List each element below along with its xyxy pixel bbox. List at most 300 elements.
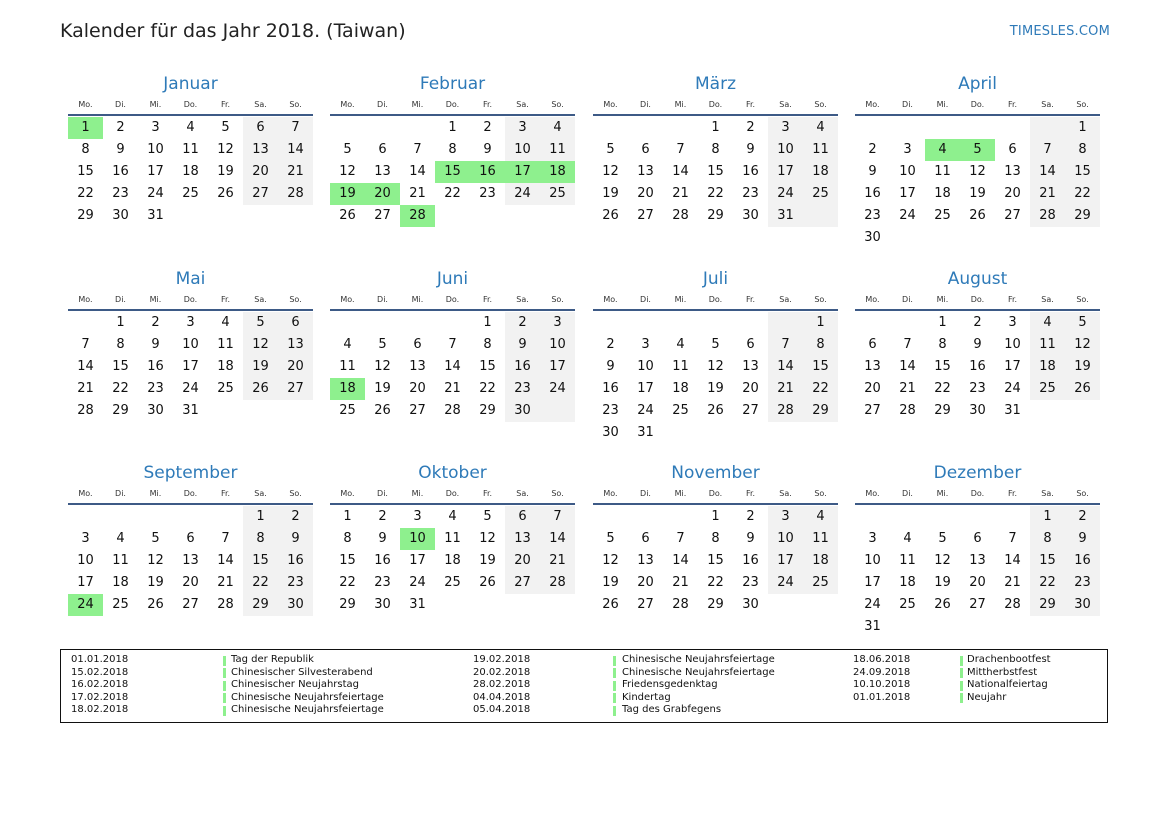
day-cell[interactable]: 24	[514, 186, 531, 201]
holiday-day-cell[interactable]: 28	[400, 205, 435, 227]
holiday-day-cell[interactable]: 18	[540, 161, 575, 183]
day-cell[interactable]: 13	[864, 359, 881, 374]
day-cell[interactable]: 8	[938, 337, 947, 352]
day-cell[interactable]: 22	[252, 575, 269, 590]
day-cell[interactable]: 8	[711, 531, 720, 546]
day-cell[interactable]: 29	[707, 597, 724, 612]
day-cell[interactable]: 20	[514, 553, 531, 568]
day-cell[interactable]: 14	[287, 142, 304, 157]
day-cell[interactable]: 5	[343, 142, 352, 157]
day-cell[interactable]: 11	[112, 553, 129, 568]
day-cell[interactable]: 20	[287, 359, 304, 374]
day-cell[interactable]: 18	[934, 186, 951, 201]
day-cell[interactable]: 24	[147, 186, 164, 201]
day-cell[interactable]: 10	[514, 142, 531, 157]
day-cell[interactable]: 1	[256, 509, 265, 524]
day-cell[interactable]: 29	[812, 403, 829, 418]
day-cell[interactable]: 18	[812, 553, 829, 568]
day-cell[interactable]: 7	[81, 337, 90, 352]
day-cell[interactable]: 11	[934, 164, 951, 179]
day-cell[interactable]: 14	[217, 553, 234, 568]
day-cell[interactable]: 28	[777, 403, 794, 418]
day-cell[interactable]: 5	[378, 337, 387, 352]
day-cell[interactable]: 4	[343, 337, 352, 352]
day-cell[interactable]: 22	[707, 186, 724, 201]
day-cell[interactable]: 30	[112, 208, 129, 223]
day-cell[interactable]: 7	[1043, 142, 1052, 157]
day-cell[interactable]: 12	[602, 164, 619, 179]
day-cell[interactable]: 23	[479, 186, 496, 201]
day-cell[interactable]: 6	[641, 531, 650, 546]
day-cell[interactable]: 7	[413, 142, 422, 157]
day-cell[interactable]: 1	[711, 509, 720, 524]
day-cell[interactable]: 26	[217, 186, 234, 201]
day-cell[interactable]: 24	[864, 597, 881, 612]
day-cell[interactable]: 23	[112, 186, 129, 201]
day-cell[interactable]: 26	[934, 597, 951, 612]
day-cell[interactable]: 1	[116, 315, 125, 330]
day-cell[interactable]: 26	[602, 208, 619, 223]
day-cell[interactable]: 4	[816, 120, 825, 135]
day-cell[interactable]: 8	[343, 531, 352, 546]
day-cell[interactable]: 8	[816, 337, 825, 352]
day-cell[interactable]: 3	[81, 531, 90, 546]
day-cell[interactable]: 2	[868, 142, 877, 157]
day-cell[interactable]: 15	[707, 164, 724, 179]
day-cell[interactable]: 26	[969, 208, 986, 223]
day-cell[interactable]: 23	[864, 208, 881, 223]
day-cell[interactable]: 4	[903, 531, 912, 546]
day-cell[interactable]: 27	[1004, 208, 1021, 223]
day-cell[interactable]: 10	[777, 142, 794, 157]
day-cell[interactable]: 9	[746, 142, 755, 157]
day-cell[interactable]: 7	[448, 337, 457, 352]
day-cell[interactable]: 3	[518, 120, 527, 135]
day-cell[interactable]: 27	[637, 208, 654, 223]
day-cell[interactable]: 8	[448, 142, 457, 157]
day-cell[interactable]: 3	[781, 509, 790, 524]
day-cell[interactable]: 21	[672, 575, 689, 590]
day-cell[interactable]: 16	[514, 359, 531, 374]
day-cell[interactable]: 2	[518, 315, 527, 330]
day-cell[interactable]: 5	[483, 509, 492, 524]
day-cell[interactable]: 9	[1078, 531, 1087, 546]
day-cell[interactable]: 19	[969, 186, 986, 201]
day-cell[interactable]: 10	[864, 553, 881, 568]
day-cell[interactable]: 11	[182, 142, 199, 157]
day-cell[interactable]: 13	[287, 337, 304, 352]
day-cell[interactable]: 1	[1043, 509, 1052, 524]
day-cell[interactable]: 30	[147, 403, 164, 418]
day-cell[interactable]: 24	[777, 186, 794, 201]
day-cell[interactable]: 27	[252, 186, 269, 201]
day-cell[interactable]: 27	[182, 597, 199, 612]
day-cell[interactable]: 31	[1004, 403, 1021, 418]
day-cell[interactable]: 26	[147, 597, 164, 612]
day-cell[interactable]: 26	[252, 381, 269, 396]
day-cell[interactable]: 3	[553, 315, 562, 330]
day-cell[interactable]: 14	[899, 359, 916, 374]
day-cell[interactable]: 2	[1078, 509, 1087, 524]
day-cell[interactable]: 19	[602, 186, 619, 201]
day-cell[interactable]: 23	[374, 575, 391, 590]
day-cell[interactable]: 5	[1078, 315, 1087, 330]
day-cell[interactable]: 7	[1008, 531, 1017, 546]
day-cell[interactable]: 19	[147, 575, 164, 590]
day-cell[interactable]: 21	[672, 186, 689, 201]
day-cell[interactable]: 30	[742, 208, 759, 223]
day-cell[interactable]: 24	[409, 575, 426, 590]
holiday-day-cell[interactable]: 5	[960, 139, 995, 161]
day-cell[interactable]: 13	[252, 142, 269, 157]
day-cell[interactable]: 4	[816, 509, 825, 524]
day-cell[interactable]: 29	[934, 403, 951, 418]
day-cell[interactable]: 17	[77, 575, 94, 590]
day-cell[interactable]: 7	[221, 531, 230, 546]
day-cell[interactable]: 1	[711, 120, 720, 135]
day-cell[interactable]: 25	[549, 186, 566, 201]
day-cell[interactable]: 19	[602, 575, 619, 590]
day-cell[interactable]: 28	[1004, 597, 1021, 612]
day-cell[interactable]: 20	[742, 381, 759, 396]
day-cell[interactable]: 29	[77, 208, 94, 223]
day-cell[interactable]: 30	[864, 230, 881, 245]
day-cell[interactable]: 1	[448, 120, 457, 135]
holiday-day-cell[interactable]: 17	[505, 161, 540, 183]
day-cell[interactable]: 10	[77, 553, 94, 568]
day-cell[interactable]: 21	[549, 553, 566, 568]
day-cell[interactable]: 7	[903, 337, 912, 352]
day-cell[interactable]: 26	[602, 597, 619, 612]
day-cell[interactable]: 31	[409, 597, 426, 612]
day-cell[interactable]: 5	[938, 531, 947, 546]
day-cell[interactable]: 23	[742, 186, 759, 201]
day-cell[interactable]: 28	[672, 208, 689, 223]
day-cell[interactable]: 18	[444, 553, 461, 568]
day-cell[interactable]: 6	[291, 315, 300, 330]
day-cell[interactable]: 6	[973, 531, 982, 546]
day-cell[interactable]: 16	[287, 553, 304, 568]
day-cell[interactable]: 3	[413, 509, 422, 524]
day-cell[interactable]: 18	[812, 164, 829, 179]
day-cell[interactable]: 3	[151, 120, 160, 135]
day-cell[interactable]: 27	[287, 381, 304, 396]
day-cell[interactable]: 25	[672, 403, 689, 418]
day-cell[interactable]: 25	[217, 381, 234, 396]
day-cell[interactable]: 24	[549, 381, 566, 396]
day-cell[interactable]: 6	[256, 120, 265, 135]
day-cell[interactable]: 23	[287, 575, 304, 590]
day-cell[interactable]: 30	[1074, 597, 1091, 612]
day-cell[interactable]: 13	[637, 553, 654, 568]
day-cell[interactable]: 17	[777, 164, 794, 179]
day-cell[interactable]: 25	[934, 208, 951, 223]
day-cell[interactable]: 16	[1074, 553, 1091, 568]
day-cell[interactable]: 6	[641, 142, 650, 157]
day-cell[interactable]: 28	[1039, 208, 1056, 223]
day-cell[interactable]: 24	[1004, 381, 1021, 396]
day-cell[interactable]: 17	[549, 359, 566, 374]
day-cell[interactable]: 16	[374, 553, 391, 568]
day-cell[interactable]: 7	[676, 531, 685, 546]
day-cell[interactable]: 23	[742, 575, 759, 590]
day-cell[interactable]: 30	[742, 597, 759, 612]
day-cell[interactable]: 4	[553, 120, 562, 135]
day-cell[interactable]: 13	[514, 531, 531, 546]
day-cell[interactable]: 13	[1004, 164, 1021, 179]
day-cell[interactable]: 10	[777, 531, 794, 546]
day-cell[interactable]: 2	[973, 315, 982, 330]
day-cell[interactable]: 6	[1008, 142, 1017, 157]
day-cell[interactable]: 14	[1039, 164, 1056, 179]
day-cell[interactable]: 18	[1039, 359, 1056, 374]
day-cell[interactable]: 31	[182, 403, 199, 418]
day-cell[interactable]: 27	[374, 208, 391, 223]
day-cell[interactable]: 10	[1004, 337, 1021, 352]
day-cell[interactable]: 22	[1074, 186, 1091, 201]
day-cell[interactable]: 14	[777, 359, 794, 374]
day-cell[interactable]: 8	[483, 337, 492, 352]
day-cell[interactable]: 2	[483, 120, 492, 135]
day-cell[interactable]: 1	[1078, 120, 1087, 135]
day-cell[interactable]: 28	[899, 403, 916, 418]
day-cell[interactable]: 11	[339, 359, 356, 374]
day-cell[interactable]: 20	[969, 575, 986, 590]
day-cell[interactable]: 21	[899, 381, 916, 396]
day-cell[interactable]: 25	[812, 186, 829, 201]
day-cell[interactable]: 15	[339, 553, 356, 568]
day-cell[interactable]: 9	[483, 142, 492, 157]
day-cell[interactable]: 14	[444, 359, 461, 374]
day-cell[interactable]: 12	[217, 142, 234, 157]
day-cell[interactable]: 15	[252, 553, 269, 568]
day-cell[interactable]: 4	[448, 509, 457, 524]
day-cell[interactable]: 17	[1004, 359, 1021, 374]
day-cell[interactable]: 10	[899, 164, 916, 179]
day-cell[interactable]: 23	[602, 403, 619, 418]
day-cell[interactable]: 14	[672, 164, 689, 179]
day-cell[interactable]: 31	[864, 619, 881, 634]
day-cell[interactable]: 15	[112, 359, 129, 374]
holiday-day-cell[interactable]: 1	[68, 117, 103, 139]
day-cell[interactable]: 29	[479, 403, 496, 418]
day-cell[interactable]: 14	[1004, 553, 1021, 568]
day-cell[interactable]: 15	[707, 553, 724, 568]
day-cell[interactable]: 21	[409, 186, 426, 201]
day-cell[interactable]: 30	[602, 425, 619, 440]
day-cell[interactable]: 6	[746, 337, 755, 352]
day-cell[interactable]: 19	[479, 553, 496, 568]
day-cell[interactable]: 23	[147, 381, 164, 396]
day-cell[interactable]: 15	[1039, 553, 1056, 568]
day-cell[interactable]: 28	[77, 403, 94, 418]
day-cell[interactable]: 7	[553, 509, 562, 524]
day-cell[interactable]: 6	[518, 509, 527, 524]
day-cell[interactable]: 9	[606, 359, 615, 374]
day-cell[interactable]: 23	[514, 381, 531, 396]
day-cell[interactable]: 27	[742, 403, 759, 418]
day-cell[interactable]: 19	[217, 164, 234, 179]
day-cell[interactable]: 6	[868, 337, 877, 352]
day-cell[interactable]: 10	[637, 359, 654, 374]
day-cell[interactable]: 2	[291, 509, 300, 524]
day-cell[interactable]: 17	[637, 381, 654, 396]
day-cell[interactable]: 5	[151, 531, 160, 546]
day-cell[interactable]: 12	[934, 553, 951, 568]
day-cell[interactable]: 20	[1004, 186, 1021, 201]
day-cell[interactable]: 18	[672, 381, 689, 396]
day-cell[interactable]: 12	[602, 553, 619, 568]
day-cell[interactable]: 20	[182, 575, 199, 590]
day-cell[interactable]: 22	[707, 575, 724, 590]
day-cell[interactable]: 30	[287, 597, 304, 612]
day-cell[interactable]: 9	[151, 337, 160, 352]
day-cell[interactable]: 22	[444, 186, 461, 201]
day-cell[interactable]: 7	[781, 337, 790, 352]
day-cell[interactable]: 9	[746, 531, 755, 546]
day-cell[interactable]: 31	[637, 425, 654, 440]
day-cell[interactable]: 4	[1043, 315, 1052, 330]
day-cell[interactable]: 27	[637, 597, 654, 612]
day-cell[interactable]: 28	[217, 597, 234, 612]
day-cell[interactable]: 12	[479, 531, 496, 546]
day-cell[interactable]: 19	[1074, 359, 1091, 374]
holiday-day-cell[interactable]: 10	[400, 528, 435, 550]
day-cell[interactable]: 17	[899, 186, 916, 201]
day-cell[interactable]: 12	[969, 164, 986, 179]
day-cell[interactable]: 26	[479, 575, 496, 590]
holiday-day-cell[interactable]: 24	[68, 594, 103, 616]
day-cell[interactable]: 30	[969, 403, 986, 418]
day-cell[interactable]: 1	[938, 315, 947, 330]
day-cell[interactable]: 12	[252, 337, 269, 352]
day-cell[interactable]: 11	[812, 531, 829, 546]
day-cell[interactable]: 18	[899, 575, 916, 590]
day-cell[interactable]: 3	[868, 531, 877, 546]
day-cell[interactable]: 25	[182, 186, 199, 201]
day-cell[interactable]: 11	[812, 142, 829, 157]
day-cell[interactable]: 22	[934, 381, 951, 396]
day-cell[interactable]: 14	[672, 553, 689, 568]
day-cell[interactable]: 19	[252, 359, 269, 374]
day-cell[interactable]: 24	[637, 403, 654, 418]
day-cell[interactable]: 2	[378, 509, 387, 524]
day-cell[interactable]: 8	[256, 531, 265, 546]
day-cell[interactable]: 22	[479, 381, 496, 396]
day-cell[interactable]: 2	[746, 120, 755, 135]
day-cell[interactable]: 5	[606, 531, 615, 546]
holiday-day-cell[interactable]: 4	[925, 139, 960, 161]
day-cell[interactable]: 9	[116, 142, 125, 157]
day-cell[interactable]: 16	[602, 381, 619, 396]
day-cell[interactable]: 14	[77, 359, 94, 374]
day-cell[interactable]: 2	[606, 337, 615, 352]
day-cell[interactable]: 9	[291, 531, 300, 546]
day-cell[interactable]: 12	[339, 164, 356, 179]
day-cell[interactable]: 21	[1039, 186, 1056, 201]
day-cell[interactable]: 23	[1074, 575, 1091, 590]
day-cell[interactable]: 25	[812, 575, 829, 590]
day-cell[interactable]: 8	[116, 337, 125, 352]
day-cell[interactable]: 4	[676, 337, 685, 352]
day-cell[interactable]: 31	[777, 208, 794, 223]
day-cell[interactable]: 17	[409, 553, 426, 568]
day-cell[interactable]: 8	[711, 142, 720, 157]
day-cell[interactable]: 11	[549, 142, 566, 157]
day-cell[interactable]: 9	[518, 337, 527, 352]
day-cell[interactable]: 20	[637, 575, 654, 590]
day-cell[interactable]: 19	[707, 381, 724, 396]
day-cell[interactable]: 3	[903, 142, 912, 157]
day-cell[interactable]: 22	[1039, 575, 1056, 590]
day-cell[interactable]: 7	[291, 120, 300, 135]
day-cell[interactable]: 28	[444, 403, 461, 418]
day-cell[interactable]: 4	[186, 120, 195, 135]
day-cell[interactable]: 30	[514, 403, 531, 418]
day-cell[interactable]: 8	[1078, 142, 1087, 157]
day-cell[interactable]: 26	[339, 208, 356, 223]
day-cell[interactable]: 29	[1074, 208, 1091, 223]
day-cell[interactable]: 11	[217, 337, 234, 352]
day-cell[interactable]: 28	[672, 597, 689, 612]
holiday-day-cell[interactable]: 16	[470, 161, 505, 183]
day-cell[interactable]: 13	[409, 359, 426, 374]
day-cell[interactable]: 17	[864, 575, 881, 590]
day-cell[interactable]: 29	[1039, 597, 1056, 612]
day-cell[interactable]: 20	[864, 381, 881, 396]
day-cell[interactable]: 10	[182, 337, 199, 352]
day-cell[interactable]: 1	[816, 315, 825, 330]
day-cell[interactable]: 21	[444, 381, 461, 396]
day-cell[interactable]: 6	[186, 531, 195, 546]
day-cell[interactable]: 2	[116, 120, 125, 135]
day-cell[interactable]: 8	[81, 142, 90, 157]
day-cell[interactable]: 8	[1043, 531, 1052, 546]
day-cell[interactable]: 6	[378, 142, 387, 157]
day-cell[interactable]: 27	[969, 597, 986, 612]
day-cell[interactable]: 29	[339, 597, 356, 612]
day-cell[interactable]: 15	[934, 359, 951, 374]
day-cell[interactable]: 29	[252, 597, 269, 612]
day-cell[interactable]: 22	[812, 381, 829, 396]
brand-logo[interactable]: TIMESLES.COM	[1009, 24, 1110, 39]
day-cell[interactable]: 13	[374, 164, 391, 179]
day-cell[interactable]: 25	[1039, 381, 1056, 396]
day-cell[interactable]: 21	[1004, 575, 1021, 590]
day-cell[interactable]: 11	[444, 531, 461, 546]
day-cell[interactable]: 18	[112, 575, 129, 590]
day-cell[interactable]: 3	[641, 337, 650, 352]
day-cell[interactable]: 5	[606, 142, 615, 157]
day-cell[interactable]: 2	[151, 315, 160, 330]
day-cell[interactable]: 20	[252, 164, 269, 179]
day-cell[interactable]: 9	[868, 164, 877, 179]
day-cell[interactable]: 5	[256, 315, 265, 330]
day-cell[interactable]: 20	[409, 381, 426, 396]
day-cell[interactable]: 16	[969, 359, 986, 374]
day-cell[interactable]: 15	[1074, 164, 1091, 179]
day-cell[interactable]: 21	[217, 575, 234, 590]
holiday-day-cell[interactable]: 15	[435, 161, 470, 183]
day-cell[interactable]: 25	[339, 403, 356, 418]
day-cell[interactable]: 30	[374, 597, 391, 612]
day-cell[interactable]: 31	[147, 208, 164, 223]
holiday-day-cell[interactable]: 19	[330, 183, 365, 205]
day-cell[interactable]: 7	[676, 142, 685, 157]
day-cell[interactable]: 23	[969, 381, 986, 396]
day-cell[interactable]: 4	[116, 531, 125, 546]
day-cell[interactable]: 12	[707, 359, 724, 374]
